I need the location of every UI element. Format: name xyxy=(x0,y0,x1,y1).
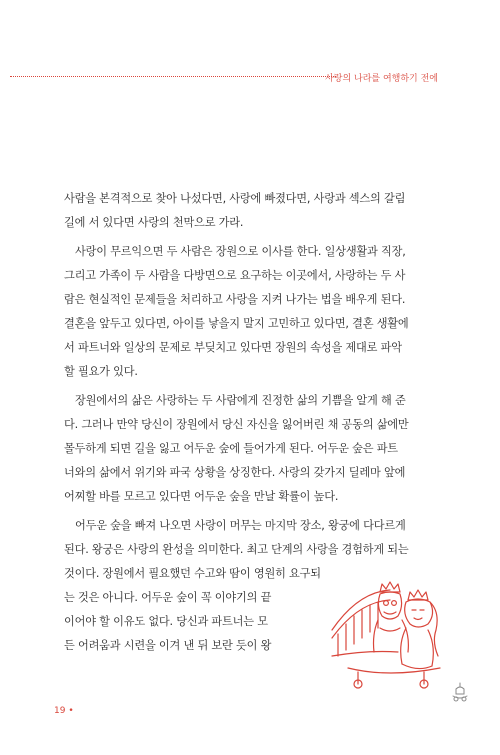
header-rule xyxy=(10,76,336,77)
text-line: 이어야 할 이유도 없다. 당신과 파트너는 모 xyxy=(64,615,268,628)
text-line: 그리고 가족이 두 사람을 다방면으로 요구하는 이곳에서, 사랑하는 두 사 xyxy=(64,269,406,282)
text-line: 사람을 본격적으로 찾아 나섰다면, 사랑에 빠졌다면, 사랑과 섹스의 갈림 xyxy=(64,192,406,205)
paragraph-3 xyxy=(64,389,440,509)
text-line: 든 어려움과 시련을 이겨 낸 뒤 보란 듯이 왕 xyxy=(64,639,272,652)
text-line: 사랑이 무르익으면 두 사람은 장원으로 이사를 한다. 일상생활과 직장, xyxy=(75,245,406,258)
text-line: 다. 그러나 만약 당신이 장원에서 당신 자신을 잃어버린 채 공동의 삶에만 xyxy=(64,418,409,431)
text-line: 길에 서 있다면 사랑의 천막으로 가라. xyxy=(64,216,244,229)
running-title: 사랑의 나라를 여행하기 전에 xyxy=(325,74,438,84)
paragraph-1 xyxy=(64,187,440,235)
small-carriage-icon xyxy=(448,680,472,704)
text-line: 할 필요가 있다. xyxy=(64,365,138,378)
text-line: 어두운 숲을 빠져 나오면 사랑이 머무는 마지막 장소, 왕궁에 다다르게 xyxy=(75,519,406,532)
text-line: 람은 현실적인 문제들을 처리하고 사랑을 지켜 나가는 법을 배우게 된다. xyxy=(64,293,406,306)
text-line: 것이다. 장원에서 필요했던 수고와 땀이 영원히 요구되 xyxy=(64,567,321,580)
text-line: 결혼을 앞두고 있다면, 아이를 낳을지 말지 고민하고 있다면, 결혼 생활에 xyxy=(64,317,409,330)
text-line: 된다. 왕궁은 사랑의 완성을 의미한다. 최고 단계의 사랑을 경험하게 되는 xyxy=(64,543,409,556)
page-number-text: 19 xyxy=(54,706,66,716)
text-line: 어찌할 바를 모르고 있다면 어두운 숲을 만날 확률이 높다. xyxy=(64,490,339,503)
text-line: 서 파트너와 일상의 문제로 부딪치고 있다면 장원의 속성을 제대로 파악 xyxy=(64,341,402,354)
text-line: 장원에서의 삶은 사랑하는 두 사람에게 진정한 삶의 기쁨을 알게 해 준 xyxy=(75,394,406,407)
page-number: 19 • xyxy=(54,706,74,716)
text-line: 너와의 삶에서 위기와 파국 상황을 상징한다. 사랑의 갖가지 딜레마 앞에 xyxy=(64,466,406,479)
text-line: 는 것은 아니다. 어두운 숲이 꼭 이야기의 끝 xyxy=(64,591,272,604)
paragraph-2 xyxy=(64,240,440,384)
couple-carriage-illustration xyxy=(328,572,444,690)
text-line: 몰두하게 되면 길을 잃고 어두운 숲에 들어가게 된다. 어두운 숲은 파트 xyxy=(64,442,398,455)
